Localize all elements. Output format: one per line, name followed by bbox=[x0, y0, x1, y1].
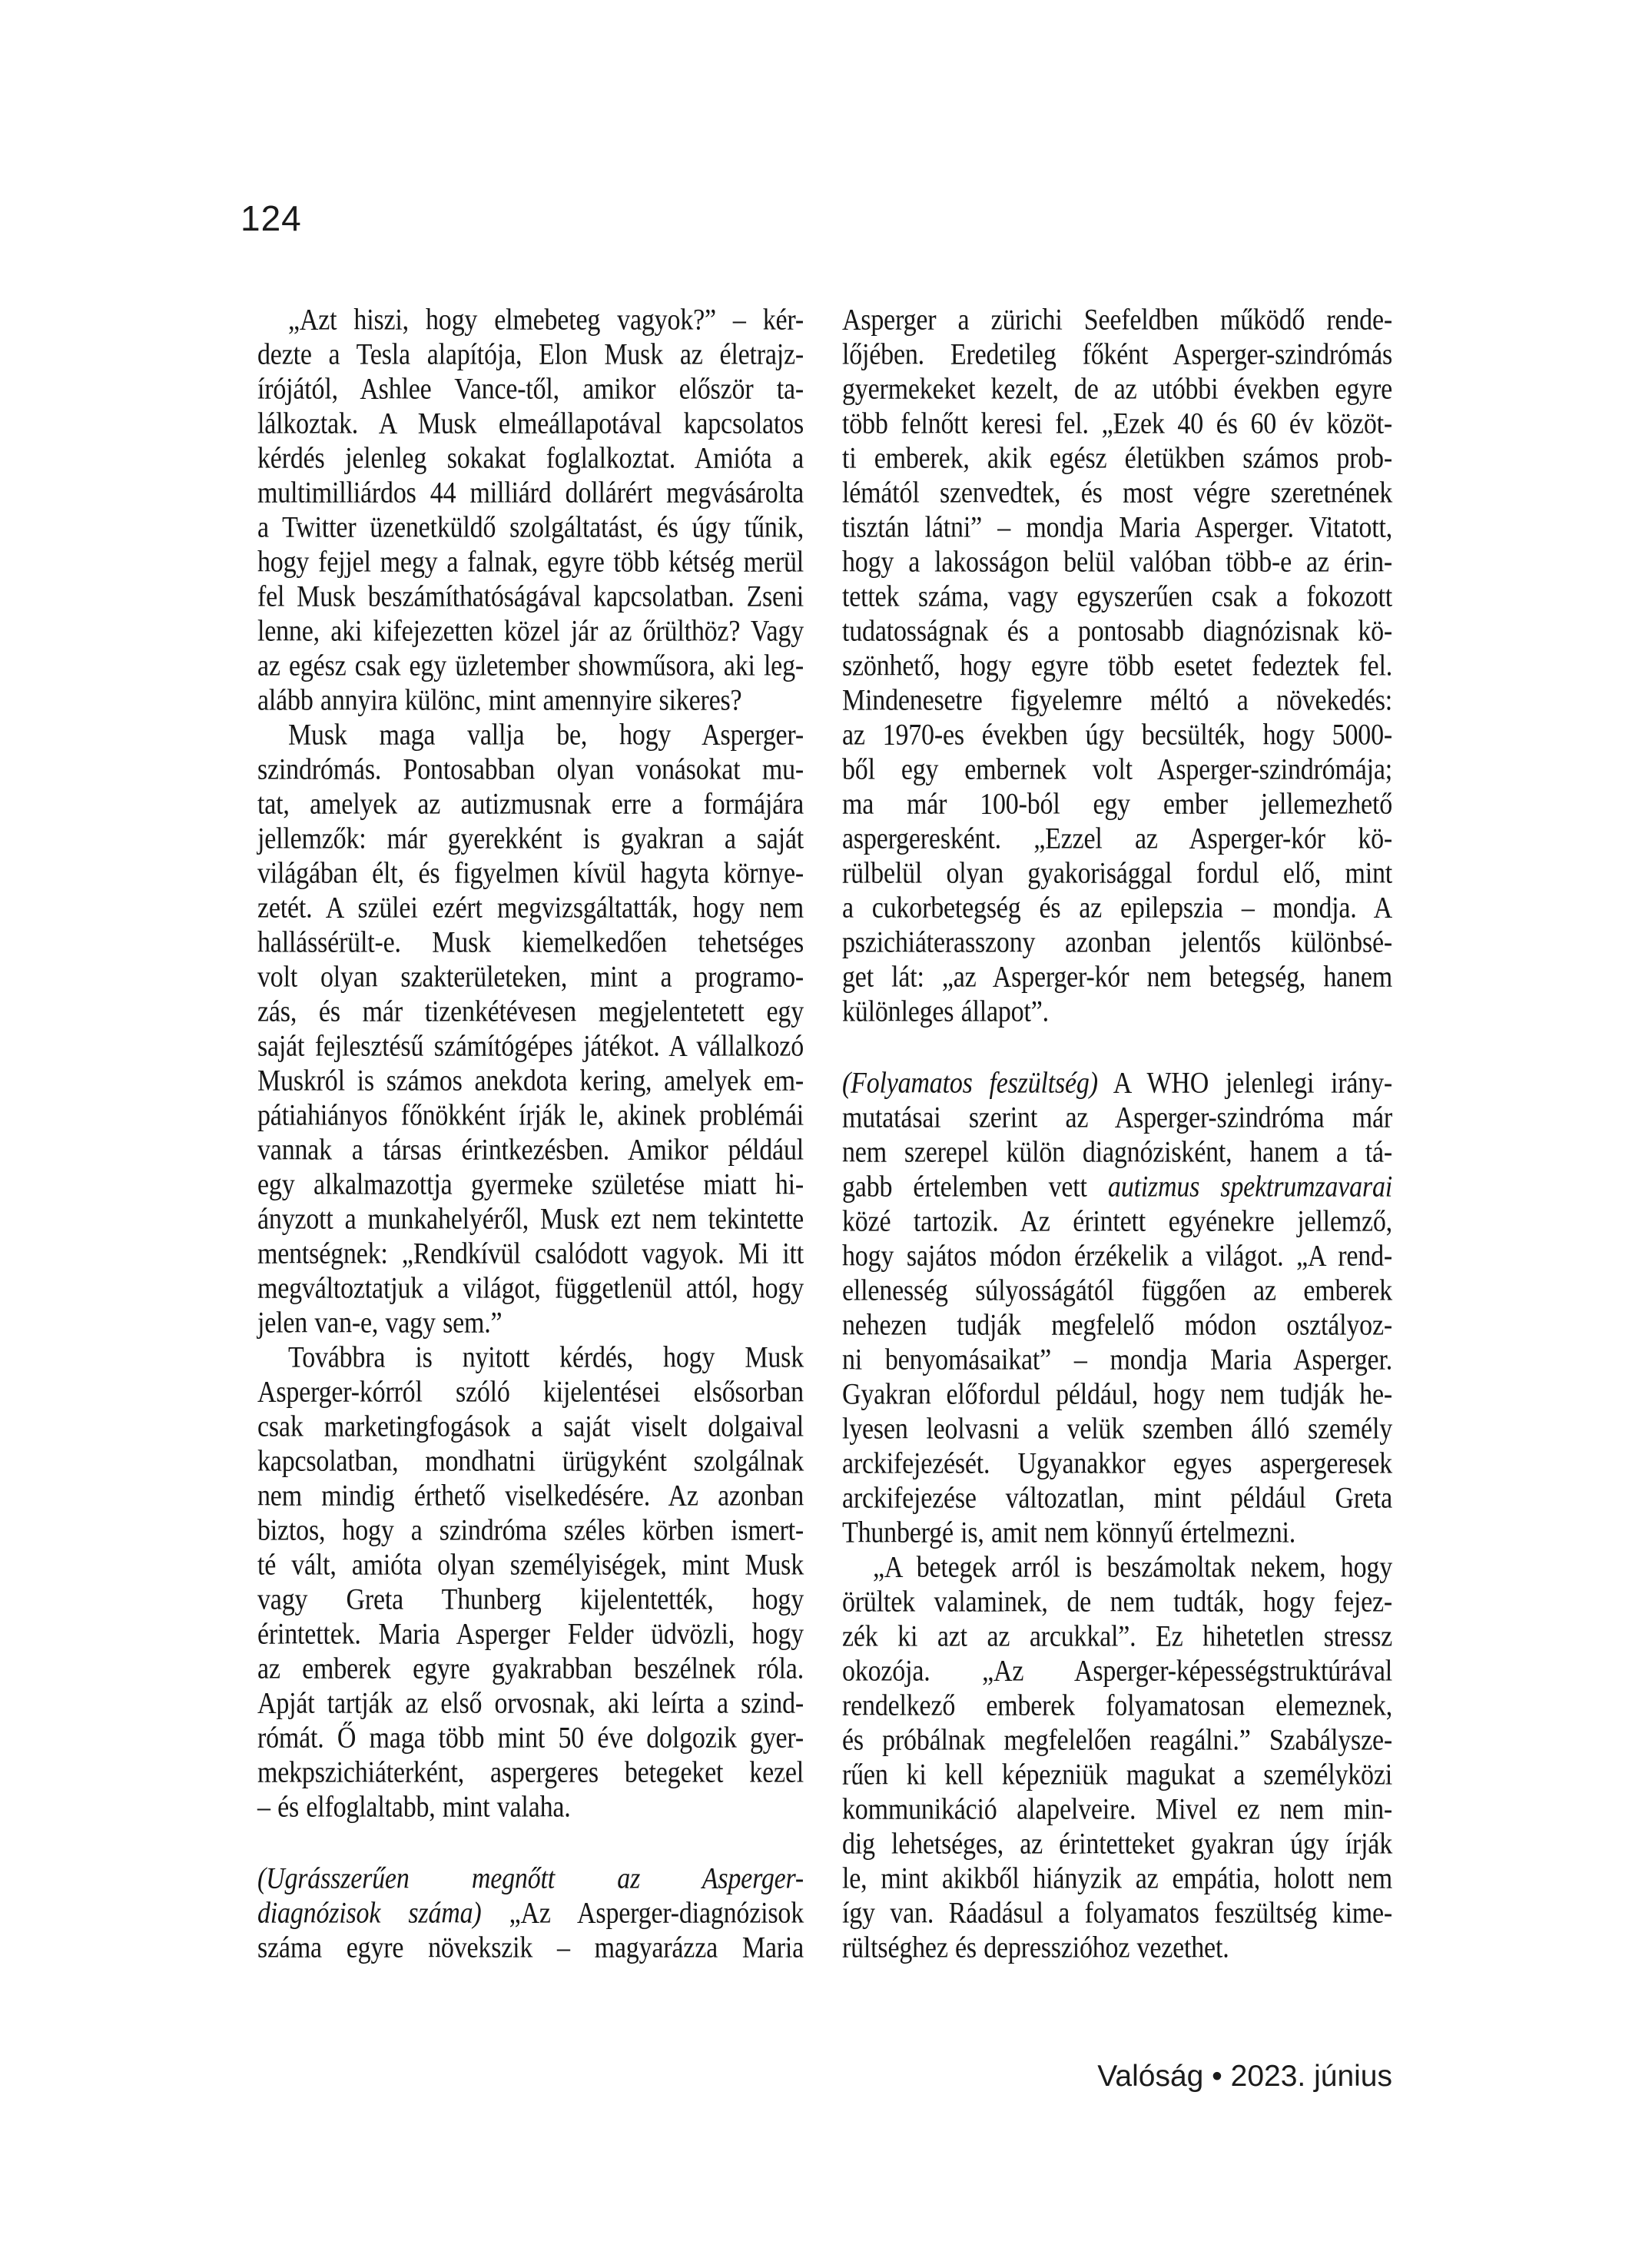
text-line: zás, és már tizenkétévesen megjelentetett egy bbox=[257, 995, 804, 1028]
text-line: szönhető, hogy egyre több esetet fedeztek fel. bbox=[842, 649, 1392, 682]
text-line: egy alkalmazottja gyermeke születése miatt hi- bbox=[257, 1168, 804, 1201]
text-line: – és elfoglaltabb, mint valaha. bbox=[257, 1791, 571, 1824]
text-line: „A betegek arról is beszámoltak nekem, hogy bbox=[873, 1551, 1392, 1584]
text-line: hogy sajátos módon érzékelik a világot. „A rend- bbox=[842, 1240, 1392, 1273]
text-line: az 1970-es években úgy becsülték, hogy 5000- bbox=[842, 719, 1392, 752]
text-line: hogy a lakosságon belül valóban több-e az érin- bbox=[842, 546, 1392, 579]
text-line: nem mindig érthető viselkedésére. Az azonban bbox=[257, 1479, 804, 1513]
text-line: dezte a Tesla alapítója, Elon Musk az életrajz- bbox=[257, 338, 804, 371]
text-line: pszichiáterasszony azonban jelentős különbsé- bbox=[842, 926, 1392, 959]
text-line: tat, amelyek az autizmusnak erre a formájára bbox=[257, 788, 804, 821]
text-line: tisztán látni” – mondja Maria Asperger. Vitatott, bbox=[842, 511, 1392, 544]
text-line: különleges állapot”. bbox=[842, 995, 1049, 1028]
text-line: arckifejezését. Ugyanakkor egyes aspergeresek bbox=[842, 1447, 1392, 1480]
text-line: rültséghez és depresszióhoz vezethet. bbox=[842, 1931, 1229, 1964]
text-line: nem szerepel külön diagnózisként, hanem a tá- bbox=[842, 1136, 1392, 1169]
text-line: rómát. Ő maga több mint 50 éve dolgozik gyer- bbox=[257, 1722, 804, 1755]
text-line: get lát: „az Asperger-kór nem betegség, hanem bbox=[842, 961, 1392, 994]
italic-text-segment: diagnózisok száma) bbox=[257, 1897, 482, 1930]
journal-footer: Valóság • 2023. június bbox=[1097, 2060, 1392, 2093]
text-line: rülbelül olyan gyakorisággal fordul elő, mint bbox=[842, 857, 1392, 890]
text-line: mentségnek: „Rendkívül csalódott vagyok. Mi itt bbox=[257, 1237, 804, 1270]
text-line: Apját tartják az első orvosnak, aki leírta a szind- bbox=[257, 1687, 804, 1720]
text-line: örültek valaminek, de nem tudták, hogy fejez- bbox=[842, 1586, 1392, 1619]
text-line: Továbbra is nyitott kérdés, hogy Musk bbox=[288, 1341, 804, 1374]
text-line: gyermekeket kezelt, de az utóbbi években egyre bbox=[842, 373, 1392, 406]
text-line: mekpszichiáterként, aspergeres betegeket kezel bbox=[257, 1756, 804, 1789]
text-line: lémától szenvedtek, és most végre szeretnének bbox=[842, 477, 1392, 510]
text-line: té vált, amióta olyan személyiségek, mint Musk bbox=[257, 1549, 804, 1582]
text-line: írójától, Ashlee Vance-től, amikor először ta- bbox=[257, 373, 804, 406]
text-line: rűen ki kell képezniük magukat a személyközi bbox=[842, 1758, 1392, 1791]
text-line: közé tartozik. Az érintett egyénekre jellemző, bbox=[842, 1205, 1392, 1238]
text-line: szindrómás. Pontosabban olyan vonásokat mu- bbox=[257, 753, 804, 786]
text-line: lőjében. Eredetileg főként Asperger-szindrómás bbox=[842, 338, 1392, 371]
text-line: ni benyomásaikat” – mondja Maria Asperger. bbox=[842, 1343, 1392, 1376]
text-line: okozója. „Az Asperger-képességstruktúrával bbox=[842, 1655, 1392, 1688]
text-line: volt olyan szakterületeken, mint a programo- bbox=[257, 961, 804, 994]
italic-text-segment: (Ugrásszerűen megnőtt az Asperger- bbox=[257, 1862, 804, 1895]
text-line: zék ki azt az arcukkal”. Ez hihetetlen stressz bbox=[842, 1620, 1392, 1653]
text-line: kapcsolatban, mondhatni ürügyként szolgálnak bbox=[257, 1445, 804, 1478]
page-number: 124 bbox=[240, 198, 302, 238]
text-segment: gabb értelemben vett bbox=[842, 1171, 1108, 1204]
text-line: érintettek. Maria Asperger Felder üdvözli, hogy bbox=[257, 1618, 804, 1651]
text-line: „Azt hiszi, hogy elmebeteg vagyok?” – kér- bbox=[288, 304, 804, 337]
text-line: világában élt, és figyelmen kívül hagyta környe- bbox=[257, 857, 804, 890]
text-line: hogy fejjel megy a falnak, egyre több kétség merül bbox=[257, 546, 804, 579]
text-line: hallássérült-e. Musk kiemelkedően tehetséges bbox=[257, 926, 804, 959]
text-line: Thunbergé is, amit nem könnyű értelmezni. bbox=[842, 1516, 1296, 1549]
text-line: fel Musk beszámíthatóságával kapcsolatban. Zseni bbox=[257, 580, 804, 613]
text-line: saját fejlesztésű számítógépes játékot. A vállalkozó bbox=[257, 1030, 804, 1063]
text-line: ma már 100-ból egy ember jellemezhető bbox=[842, 788, 1392, 821]
text-line: vagy Greta Thunberg kijelentették, hogy bbox=[257, 1583, 804, 1616]
text-line: és próbálnak megfelelően reagálni.” Szabálysze- bbox=[842, 1724, 1392, 1757]
text-line: biztos, hogy a szindróma széles körben ismert- bbox=[257, 1514, 804, 1547]
column-left bbox=[257, 303, 804, 1965]
text-line: tudatosságnak és a pontosabb diagnózisnak kö- bbox=[842, 615, 1392, 648]
text-line: Asperger-kórról szóló kijelentései elsősorban bbox=[257, 1376, 804, 1409]
text-line: ányzott a munkahelyéről, Musk ezt nem tekintette bbox=[257, 1203, 804, 1236]
text-line: lálkoztak. A Musk elmeállapotával kapcsolatos bbox=[257, 407, 804, 440]
text-line: az emberek egyre gyakrabban beszélnek róla. bbox=[257, 1652, 804, 1685]
text-line: lenne, aki kifejezetten közel jár az őrülthöz? Vagy bbox=[257, 615, 804, 648]
text-line: Mindenesetre figyelemre méltó a növekedés: bbox=[842, 684, 1392, 717]
text-line: az egész csak egy üzletember showműsora, aki leg- bbox=[257, 649, 804, 682]
text-line: jelen van-e, vagy sem.” bbox=[257, 1307, 503, 1340]
text-line: így van. Ráadásul a folyamatos feszültség kime- bbox=[842, 1897, 1392, 1930]
text-line: Asperger a zürichi Seefeldben működő rende- bbox=[842, 304, 1392, 337]
text-line: ből egy embernek volt Asperger-szindrómája; bbox=[842, 753, 1392, 786]
text-line: a Twitter üzenetküldő szolgáltatást, és úgy tűnik, bbox=[257, 511, 804, 544]
text-line: mutatásai szerint az Asperger-szindróma már bbox=[842, 1101, 1392, 1134]
text-line: Gyakran előfordul például, hogy nem tudják he- bbox=[842, 1378, 1392, 1411]
text-line: lyesen leolvasni a velük szemben álló személy bbox=[842, 1413, 1392, 1446]
text-line: pátiahiányos főnökként írják le, akinek problémái bbox=[257, 1099, 804, 1132]
text-line: vannak a társas érintkezésben. Amikor például bbox=[257, 1134, 804, 1167]
italic-text-segment: autizmus spektrumzavarai bbox=[1107, 1171, 1392, 1204]
text-line: aspergeresként. „Ezzel az Asperger-kór kö- bbox=[842, 822, 1392, 855]
text-line: nehezen tudják megfelelő módon osztályoz- bbox=[842, 1309, 1392, 1342]
text-segment: A WHO jelenlegi irány- bbox=[1097, 1067, 1393, 1100]
text-line: Musk maga vallja be, hogy Asperger- bbox=[288, 719, 804, 752]
text-line: kommunikáció alapelveire. Mivel ez nem min- bbox=[842, 1793, 1392, 1826]
text-line: több felnőtt keresi fel. „Ezek 40 és 60 év közöt- bbox=[842, 407, 1392, 440]
text-line: multimilliárdos 44 milliárd dollárért megvásárolta bbox=[257, 477, 804, 510]
text-segment: „Az Asperger-diagnózisok bbox=[481, 1897, 804, 1930]
column-right bbox=[842, 303, 1392, 1965]
text-line: megváltoztatjuk a világot, függetlenül attól, hogy bbox=[257, 1272, 804, 1305]
text-line: ti emberek, akik egész életükben számos prob- bbox=[842, 442, 1392, 475]
text-line: dig lehetséges, az érintetteket gyakran úgy írják bbox=[842, 1828, 1392, 1861]
text-line: le, mint akikből hiányzik az empátia, holott nem bbox=[842, 1862, 1392, 1895]
text-line: arckifejezése változatlan, mint például Greta bbox=[842, 1482, 1392, 1515]
text-line: Muskról is számos anekdota kering, amelyek em- bbox=[257, 1064, 804, 1097]
italic-text-segment: (Folyamatos feszültség) bbox=[842, 1067, 1098, 1100]
text-line: a cukorbetegség és az epilepszia – mondja. A bbox=[842, 892, 1392, 925]
text-line: rendelkező emberek folyamatosan elemeznek, bbox=[842, 1689, 1392, 1722]
text-line: csak marketingfogások a saját viselt dolgaival bbox=[257, 1410, 804, 1443]
text-line: alább annyira különc, mint amennyire sikeres? bbox=[257, 684, 742, 717]
text-line: zetét. A szülei ezért megvizsgáltatták, hogy nem bbox=[257, 892, 804, 925]
text-line: jellemzők: már gyerekként is gyakran a saját bbox=[257, 822, 804, 855]
text-line: száma egyre növekszik – magyarázza Maria bbox=[257, 1931, 804, 1964]
text-line: ellenesség súlyosságától függően az emberek bbox=[842, 1274, 1392, 1307]
text-line: kérdés jelenleg sokakat foglalkoztat. Amióta a bbox=[257, 442, 804, 475]
text-line: tettek száma, vagy egyszerűen csak a fokozott bbox=[842, 580, 1392, 613]
